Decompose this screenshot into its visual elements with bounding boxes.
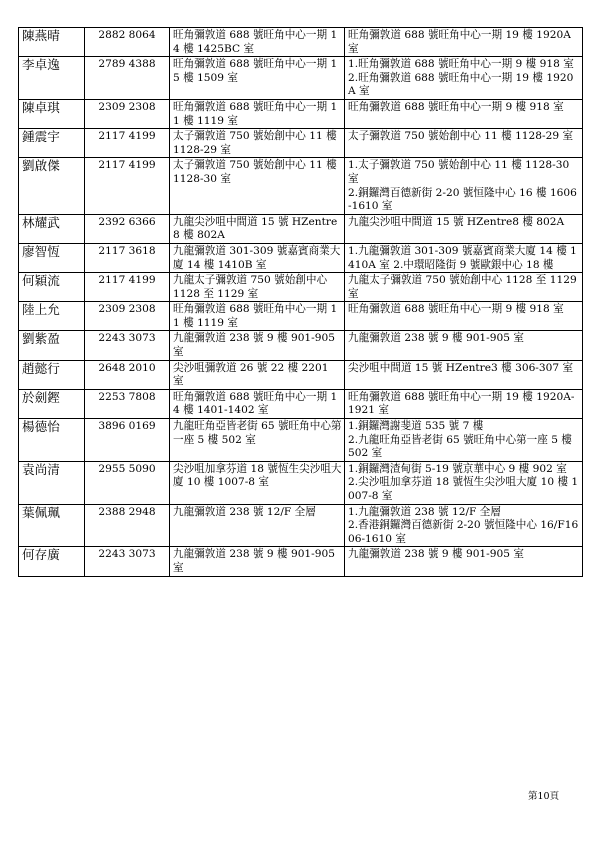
business-address-line: 九龍彌敦道 238 號 12/F 全層 <box>173 505 316 518</box>
residential-address-line: 旺角彌敦道 688 號旺角中心一期 9 樓 918 室 <box>348 303 564 316</box>
business-address <box>170 360 345 389</box>
member-name: 陳卓琪 <box>19 99 85 128</box>
residential-address-line: 1.九龍彌敦道 301-309 號嘉賓商業大廈 14 樓 1410A 室 2.中環昭隆街 9 號歐銀中心 18 樓 <box>348 244 577 271</box>
member-name: 李卓逸 <box>19 57 85 100</box>
business-address <box>170 389 345 418</box>
residential-address <box>345 331 583 360</box>
business-address <box>170 158 345 214</box>
residential-address <box>345 461 583 504</box>
business-address <box>170 273 345 302</box>
business-address <box>170 129 345 158</box>
table-row <box>19 461 583 504</box>
table-row <box>19 360 583 389</box>
phone-number: 2789 4388 <box>85 57 170 100</box>
phone-number: 2392 6366 <box>85 214 170 243</box>
residential-address-line: 尖沙咀中間道 15 號 HZentre3 樓 306-307 室 <box>348 361 574 374</box>
phone-number: 2955 5090 <box>85 461 170 504</box>
directory-table-body <box>19 28 583 577</box>
residential-address <box>345 28 583 57</box>
phone-number: 2388 2948 <box>85 504 170 547</box>
member-name: 林耀武 <box>19 214 85 243</box>
business-address-line: 九龍彌敦道 301-309 號嘉賓商業大廈 14 樓 1410B 室 <box>173 244 341 271</box>
table-row <box>19 273 583 302</box>
member-name: 鍾震宇 <box>19 129 85 158</box>
table-row <box>19 99 583 128</box>
business-address <box>170 302 345 331</box>
phone-number: 2117 4199 <box>85 158 170 214</box>
phone-number: 2117 3618 <box>85 243 170 272</box>
residential-address <box>345 243 583 272</box>
phone-number: 2253 7808 <box>85 389 170 418</box>
phone-number: 2243 3073 <box>85 331 170 360</box>
residential-address <box>345 273 583 302</box>
business-address <box>170 547 345 576</box>
phone-number: 2243 3073 <box>85 547 170 576</box>
member-name: 廖智恆 <box>19 243 85 272</box>
phone-number: 3896 0169 <box>85 419 170 462</box>
business-address-line: 九龍彌敦道 238 號 9 樓 901-905 室 <box>173 548 335 574</box>
table-row <box>19 28 583 57</box>
residential-address-line: 1.太子彌敦道 750 號始創中心 11 樓 1128-30 室 <box>348 159 570 185</box>
member-name: 劉紫盈 <box>19 331 85 360</box>
business-address <box>170 331 345 360</box>
residential-address-line: 太子彌敦道 750 號始創中心 11 樓 1128-29 室 <box>348 130 574 143</box>
member-name: 於劍鏗 <box>19 389 85 418</box>
table-row <box>19 547 583 576</box>
table-row <box>19 158 583 214</box>
residential-address-line: 2.尖沙咀加拿芬道 18 號恆生尖沙咀大廈 10 樓 1007-8 室 <box>348 476 579 502</box>
phone-number: 2648 2010 <box>85 360 170 389</box>
business-address <box>170 243 345 272</box>
residential-address-line: 九龍太子彌敦道 750 號始創中心 1128 至 1129 室 <box>348 274 577 300</box>
residential-address-line: 1.銅鑼灣渣甸街 5-19 號京華中心 9 樓 902 室 <box>348 462 567 475</box>
business-address-line: 尖沙咀加拿芬道 18 號恆生尖沙咀大廈 10 樓 1007-8 室 <box>173 462 342 489</box>
residential-address-line: 2.香港銅鑼灣百德新街 2-20 號恒隆中心 16/F1606-1610 室 <box>348 519 579 545</box>
business-address <box>170 99 345 128</box>
phone-number: 2117 4199 <box>85 273 170 302</box>
member-name: 陸上允 <box>19 302 85 331</box>
residential-address-line: 旺角彌敦道 688 號旺角中心一期 9 樓 918 室 <box>348 100 564 113</box>
residential-address-line: 2.銅鑼灣百德新街 2-20 號恒隆中心 16 樓 1606-1610 室 <box>348 186 577 213</box>
business-address <box>170 419 345 462</box>
business-address-line: 旺角彌敦道 688 號旺角中心一期 11 樓 1119 室 <box>173 100 338 127</box>
business-address-line: 太子彌敦道 750 號始創中心 11 樓 1128-30 室 <box>173 159 337 185</box>
phone-number: 2882 8064 <box>85 28 170 57</box>
table-row <box>19 504 583 547</box>
business-address-line: 九龍太子彌敦道 750 號始創中心 <box>173 274 328 287</box>
residential-address <box>345 419 583 462</box>
member-name: 陳燕晴 <box>19 28 85 57</box>
residential-address-line: 九龍尖沙咀中間道 15 號 HZentre8 樓 802A <box>348 215 565 228</box>
residential-address <box>345 389 583 418</box>
residential-address <box>345 302 583 331</box>
business-address-line: 尖沙咀彌敦道 26 號 22 樓 2201 室 <box>173 361 329 388</box>
business-address-line: 太子彌敦道 750 號始創中心 11 樓 1128-29 室 <box>173 130 337 156</box>
business-address-line: 旺角彌敦道 688 號旺角中心一期 15 樓 1509 室 <box>173 58 338 84</box>
business-address <box>170 461 345 504</box>
member-name: 劉啟傑 <box>19 158 85 214</box>
business-address <box>170 57 345 100</box>
member-name: 楊德怡 <box>19 419 85 462</box>
member-name: 袁尚清 <box>19 461 85 504</box>
business-address-line: 旺角彌敦道 688 號旺角中心一期 14 樓 1401-1402 室 <box>173 390 338 417</box>
residential-address <box>345 158 583 214</box>
business-address <box>170 504 345 547</box>
directory-table <box>18 27 583 577</box>
residential-address <box>345 57 583 100</box>
member-name: 何存廣 <box>19 547 85 576</box>
residential-address-line: 1.九龍彌敦道 238 號 12/F 全層 <box>348 505 501 518</box>
residential-address <box>345 129 583 158</box>
table-row <box>19 243 583 272</box>
business-address-line: 1128 至 1129 室 <box>173 287 259 300</box>
member-name: 何穎流 <box>19 273 85 302</box>
phone-number: 2309 2308 <box>85 99 170 128</box>
residential-address-line: 2.旺角彌敦道 688 號旺角中心一期 19 樓 1920A 室 <box>348 71 574 98</box>
residential-address <box>345 547 583 576</box>
residential-address-line: 旺角彌敦道 688 號旺角中心一期 19 樓 1920A 室 <box>348 29 571 55</box>
business-address-line: 九龍尖沙咀中間道 15 號 HZentre8 樓 802A <box>173 215 338 242</box>
table-row <box>19 302 583 331</box>
business-address <box>170 28 345 57</box>
residential-address <box>345 504 583 547</box>
business-address-line: 九龍旺角亞皆老街 65 號旺角中心第一座 5 樓 502 室 <box>173 420 342 446</box>
table-row <box>19 57 583 100</box>
member-name: 葉佩珮 <box>19 504 85 547</box>
business-address-line: 九龍彌敦道 238 號 9 樓 901-905 室 <box>173 332 335 359</box>
business-address-line: 旺角彌敦道 688 號旺角中心一期 14 樓 1425BC 室 <box>173 29 338 55</box>
residential-address <box>345 214 583 243</box>
residential-address <box>345 99 583 128</box>
residential-address-line: 2.九龍旺角亞皆老街 65 號旺角中心第一座 5 樓 502 室 <box>348 433 572 460</box>
table-row <box>19 214 583 243</box>
residential-address-line: 旺角彌敦道 688 號旺角中心一期 19 樓 1920A-1921 室 <box>348 390 575 417</box>
business-address-line: 旺角彌敦道 688 號旺角中心一期 11 樓 1119 室 <box>173 303 338 329</box>
page-number: 第10頁 <box>528 791 560 802</box>
member-name: 趙懿行 <box>19 360 85 389</box>
residential-address <box>345 360 583 389</box>
table-row <box>19 389 583 418</box>
phone-number: 2309 2308 <box>85 302 170 331</box>
residential-address-line: 1.銅鑼灣謝斐道 535 號 7 樓 <box>348 420 484 433</box>
table-row <box>19 129 583 158</box>
table-row <box>19 419 583 462</box>
business-address <box>170 214 345 243</box>
residential-address-line: 九龍彌敦道 238 號 9 樓 901-905 室 <box>348 548 524 561</box>
residential-address-line: 1.旺角彌敦道 688 號旺角中心一期 9 樓 918 室 <box>348 58 574 71</box>
residential-address-line: 九龍彌敦道 238 號 9 樓 901-905 室 <box>348 332 524 345</box>
phone-number: 2117 4199 <box>85 129 170 158</box>
table-row <box>19 331 583 360</box>
